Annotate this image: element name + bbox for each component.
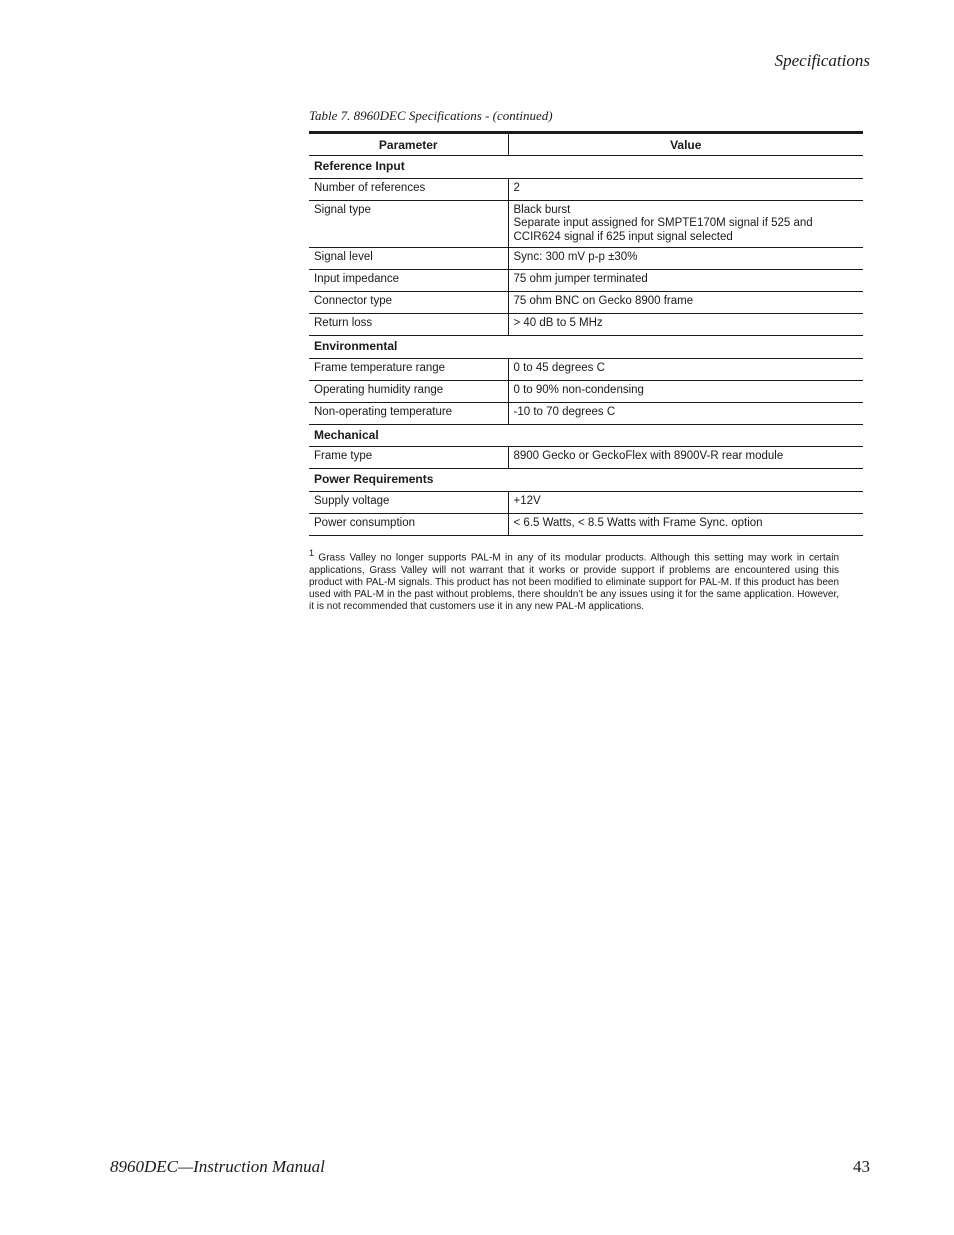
table-header-row [309, 133, 863, 156]
value-line: CCIR624 signal if 625 input signal selected [513, 230, 733, 243]
value-line: 75 ohm jumper terminated [513, 273, 648, 285]
column-header-parameter: Parameter [309, 133, 508, 156]
value-line: 8900 Gecko or GeckoFlex with 8900V-R rear module [513, 450, 784, 462]
section-header-row [309, 469, 863, 492]
table-row [309, 292, 863, 314]
table-row [309, 402, 863, 424]
value-cell [508, 380, 863, 402]
value-line: Sync: 300 mV p-p ±30% [513, 251, 638, 263]
section-header-row [309, 336, 863, 359]
section-title: Environmental [309, 336, 863, 359]
value-cell [508, 358, 863, 380]
value-cell [508, 447, 863, 469]
footnote-text: Grass Valley no longer supports PAL-M in any of its modular products. Although this setting may work in certain applications, Grass Valley will not warrant that it works or provide support if problems are encountered using this product with PAL-M signals. This product has not been modified to eliminate support for PAL-M. If this product has been used with PAL-M in the past without problems, there shouldn’t be any issues using it for the same application. However, it is not recommended that customers use it in any new PAL-M applications. [309, 552, 840, 613]
value-line: Black burst [513, 203, 571, 216]
manual-title: 8960DEC—Instruction Manual [110, 1157, 325, 1176]
table-row [309, 380, 863, 402]
value-line: 75 ohm BNC on Gecko 8900 frame [513, 295, 694, 307]
column-header-value: Value [508, 133, 863, 156]
spec-table [309, 131, 863, 536]
value-cell [508, 200, 863, 248]
section-title: Reference Input [309, 156, 863, 179]
section-title: Mechanical [309, 424, 863, 447]
table-row [309, 248, 863, 270]
parameter-cell: Input impedance [309, 270, 508, 292]
value-line: -10 to 70 degrees C [513, 405, 616, 418]
table-row [309, 178, 863, 200]
value-line: +12V [513, 494, 541, 507]
parameter-cell: Non-operating temperature [309, 402, 508, 424]
table-row [309, 314, 863, 336]
value-cell [508, 513, 863, 535]
table-body [309, 156, 863, 536]
value-cell [508, 292, 863, 314]
running-header: Specifications [774, 51, 870, 70]
value-cell [508, 402, 863, 424]
parameter-cell: Number of references [309, 178, 508, 200]
table-row [309, 491, 863, 513]
parameter-cell: Operating humidity range [309, 380, 508, 402]
parameter-cell: Connector type [309, 292, 508, 314]
value-line: 0 to 45 degrees C [513, 361, 605, 374]
table-row [309, 513, 863, 535]
section-header-row [309, 156, 863, 179]
value-line: Separate input assigned for SMPTE170M signal if 525 and [513, 217, 813, 229]
table-caption: Table 7. 8960DEC Specifications - (continued) [309, 108, 553, 123]
parameter-cell: Power consumption [309, 513, 508, 535]
parameter-cell: Supply voltage [309, 491, 508, 513]
table-row [309, 447, 863, 469]
section-title: Power Requirements [309, 469, 863, 492]
parameter-cell: Return loss [309, 314, 508, 336]
footnote [309, 547, 839, 613]
parameter-cell: Frame temperature range [309, 358, 508, 380]
parameter-cell: Signal level [309, 248, 508, 270]
value-cell [508, 314, 863, 336]
page-number: 43 [853, 1157, 870, 1176]
value-line: < 6.5 Watts, < 8.5 Watts with Frame Sync. option [513, 516, 763, 529]
value-cell [508, 491, 863, 513]
value-cell [508, 178, 863, 200]
parameter-cell: Signal type [309, 200, 508, 248]
table-row [309, 200, 863, 248]
value-cell [508, 270, 863, 292]
footnote-marker: 1 [309, 548, 315, 558]
value-cell [508, 248, 863, 270]
section-header-row [309, 424, 863, 447]
table-row [309, 358, 863, 380]
table-row [309, 270, 863, 292]
value-line: > 40 dB to 5 MHz [513, 317, 603, 329]
value-line: 0 to 90% non-condensing [513, 383, 644, 396]
parameter-cell: Frame type [309, 447, 508, 469]
value-line: 2 [513, 181, 520, 194]
